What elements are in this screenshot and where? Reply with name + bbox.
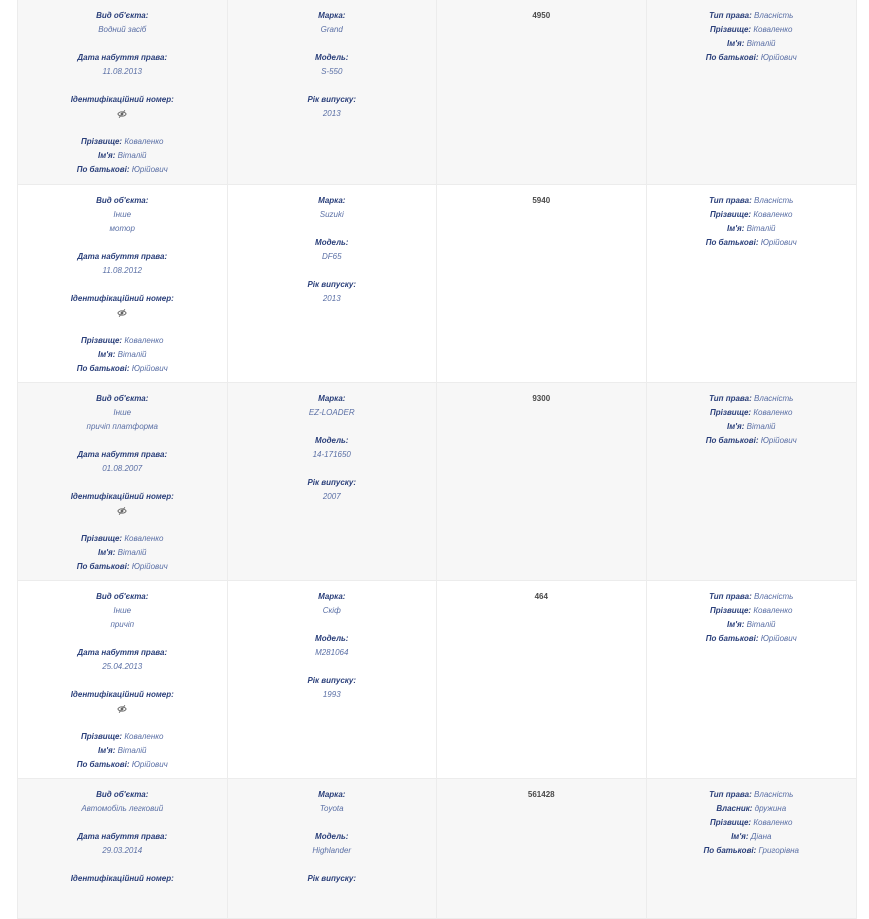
amount-cell: [437, 383, 647, 580]
owner-name-value: Віталій: [746, 224, 776, 233]
id-number-label: Ідентифікаційний номер:: [70, 690, 174, 699]
brand-value: Toyota: [319, 804, 344, 813]
object-cell: [18, 185, 228, 382]
brand-label: Марка:: [318, 11, 346, 20]
acquired-date-value: 11.08.2013: [102, 67, 142, 76]
acquired-date-label: Дата набуття права:: [77, 648, 168, 657]
year-label: Рік випуску:: [307, 478, 357, 487]
hidden-eye-icon[interactable]: [18, 107, 227, 121]
object-type-value: Інше: [113, 606, 132, 615]
object-type-label: Вид об'єкта:: [96, 592, 149, 601]
owner-surname-label: Прізвище:: [710, 818, 752, 827]
object-type-values: [18, 406, 227, 434]
owner-name-label: Ім'я:: [727, 422, 745, 431]
object-type-label: Вид об'єкта:: [96, 196, 149, 205]
acquired-date-value: 25.04.2013: [102, 662, 143, 671]
right-type-label: Тип права:: [709, 11, 752, 20]
rights-cell: [647, 185, 857, 382]
owner-surname-label: Прізвище:: [710, 25, 752, 34]
vehicle-cell: [228, 581, 438, 778]
year-label: Рік випуску:: [307, 874, 357, 883]
owner-patronymic-label: По батькові:: [705, 436, 759, 445]
owner-patronymic-label: По батькові:: [705, 634, 759, 643]
owner-patronymic-label: По батькові:: [705, 53, 759, 62]
hidden-eye-icon[interactable]: [18, 306, 227, 320]
table-row: [18, 0, 856, 185]
name-value: Віталій: [117, 746, 147, 755]
surname-value: Коваленко: [124, 534, 164, 543]
owner-name-label: Ім'я:: [731, 832, 749, 841]
amount-cell: [437, 581, 647, 778]
right-type-label: Тип права:: [709, 394, 752, 403]
model-label: Модель:: [315, 53, 349, 62]
brand-value: Скіф: [322, 606, 341, 615]
name-value: Віталій: [117, 350, 147, 359]
assets-table: [17, 0, 857, 919]
owner-patronymic-value: Григорівна: [758, 846, 799, 855]
model-value: Highlander: [312, 846, 352, 855]
amount-value: 5940: [532, 196, 551, 205]
brand-value: EZ-LOADER: [308, 408, 355, 417]
owner-name-label: Ім'я:: [727, 224, 745, 233]
owner-name-value: Віталій: [746, 422, 776, 431]
year-value: 1993: [322, 690, 341, 699]
id-number-label: Ідентифікаційний номер:: [70, 294, 174, 303]
owner-name-value: Діана: [750, 832, 772, 841]
hidden-eye-icon[interactable]: [18, 504, 227, 518]
id-number-label: Ідентифікаційний номер:: [70, 874, 174, 883]
rights-cell: [647, 383, 857, 580]
object-type-label: Вид об'єкта:: [96, 11, 149, 20]
surname-value: Коваленко: [124, 732, 164, 741]
owner-patronymic-label: По батькові:: [705, 238, 759, 247]
owner-surname-value: Коваленко: [753, 210, 793, 219]
owner-surname-label: Прізвище:: [710, 210, 752, 219]
patronymic-label: По батькові:: [76, 562, 130, 571]
acquired-date-label: Дата набуття права:: [77, 252, 168, 261]
year-value: 2007: [322, 492, 341, 501]
vehicle-cell: [228, 0, 438, 184]
model-value: DF65: [321, 252, 342, 261]
patronymic-label: По батькові:: [76, 165, 130, 174]
owner-label: Власник:: [716, 804, 753, 813]
object-cell: [18, 383, 228, 580]
object-type-value: Автомобіль легковий: [81, 804, 164, 813]
patronymic-label: По батькові:: [76, 760, 130, 769]
brand-value: Grand: [320, 25, 343, 34]
right-type-value: Власність: [754, 394, 794, 403]
amount-value: 4950: [532, 11, 551, 20]
owner-patronymic-value: Юрійович: [760, 436, 797, 445]
rights-cell: [647, 0, 857, 184]
object-type-label: Вид об'єкта:: [96, 790, 149, 799]
owner-surname-value: Коваленко: [753, 408, 793, 417]
patronymic-value: Юрійович: [131, 165, 168, 174]
owner-surname-value: Коваленко: [753, 818, 793, 827]
id-number-label: Ідентифікаційний номер:: [70, 492, 174, 501]
table-row: [18, 581, 856, 779]
surname-label: Прізвище:: [81, 137, 123, 146]
owner-value: дружина: [754, 804, 787, 813]
owner-patronymic-label: По батькові:: [703, 846, 757, 855]
right-type-value: Власність: [754, 592, 794, 601]
vehicle-cell: [228, 779, 438, 918]
brand-value: Suzuki: [319, 210, 344, 219]
amount-value: 464: [534, 592, 548, 601]
name-value: Віталій: [117, 548, 147, 557]
object-type-value: мотор: [109, 224, 135, 233]
object-type-values: [18, 23, 227, 37]
patronymic-value: Юрійович: [131, 364, 168, 373]
acquired-date-label: Дата набуття права:: [77, 53, 168, 62]
object-type-values: [18, 604, 227, 632]
brand-label: Марка:: [318, 394, 346, 403]
owner-surname-value: Коваленко: [753, 606, 793, 615]
surname-value: Коваленко: [124, 137, 164, 146]
owner-patronymic-value: Юрійович: [760, 238, 797, 247]
right-type-value: Власність: [754, 196, 794, 205]
name-value: Віталій: [117, 151, 147, 160]
object-type-value: Інше: [113, 408, 132, 417]
brand-label: Марка:: [318, 592, 346, 601]
owner-name-label: Ім'я:: [727, 39, 745, 48]
owner-surname-value: Коваленко: [753, 25, 793, 34]
amount-value: 9300: [532, 394, 551, 403]
acquired-date-value: 01.08.2007: [102, 464, 143, 473]
rights-cell: [647, 581, 857, 778]
model-label: Модель:: [315, 634, 349, 643]
name-label: Ім'я:: [98, 350, 116, 359]
right-type-label: Тип права:: [709, 592, 752, 601]
amount-cell: [437, 185, 647, 382]
owner-name-label: Ім'я:: [727, 620, 745, 629]
name-label: Ім'я:: [98, 746, 116, 755]
owner-patronymic-value: Юрійович: [760, 634, 797, 643]
rights-cell: [647, 779, 857, 918]
right-type-label: Тип права:: [709, 196, 752, 205]
model-value: 14-171650: [312, 450, 351, 459]
year-value: 2013: [322, 109, 341, 118]
surname-label: Прізвище:: [81, 336, 123, 345]
surname-label: Прізвище:: [81, 732, 123, 741]
table-row: [18, 779, 856, 919]
year-value: 2013: [322, 294, 341, 303]
owner-surname-label: Прізвище:: [710, 408, 752, 417]
amount-cell: [437, 0, 647, 184]
patronymic-value: Юрійович: [131, 760, 168, 769]
right-type-value: Власність: [754, 11, 794, 20]
object-type-value: причіп: [110, 620, 135, 629]
patronymic-value: Юрійович: [131, 562, 168, 571]
owner-surname-label: Прізвище:: [710, 606, 752, 615]
object-type-value: Водний засіб: [98, 25, 147, 34]
right-type-label: Тип права:: [709, 790, 752, 799]
object-type-values: [18, 208, 227, 236]
object-type-value: причіп платформа: [86, 422, 158, 431]
object-type-label: Вид об'єкта:: [96, 394, 149, 403]
model-label: Модель:: [315, 436, 349, 445]
brand-label: Марка:: [318, 790, 346, 799]
vehicle-cell: [228, 383, 438, 580]
id-number-label: Ідентифікаційний номер:: [70, 95, 174, 104]
object-type-values: [18, 802, 227, 816]
model-value: M281064: [315, 648, 349, 657]
model-label: Модель:: [315, 238, 349, 247]
table-row: [18, 383, 856, 581]
acquired-date-label: Дата набуття права:: [77, 832, 168, 841]
vehicle-cell: [228, 185, 438, 382]
owner-patronymic-value: Юрійович: [760, 53, 797, 62]
hidden-eye-icon[interactable]: [18, 702, 227, 716]
brand-label: Марка:: [318, 196, 346, 205]
year-label: Рік випуску:: [307, 95, 357, 104]
acquired-date-label: Дата набуття права:: [77, 450, 168, 459]
amount-value: 561428: [527, 790, 555, 799]
owner-name-value: Віталій: [746, 39, 776, 48]
year-label: Рік випуску:: [307, 676, 357, 685]
object-cell: [18, 581, 228, 778]
model-value: S-550: [321, 67, 343, 76]
surname-label: Прізвище:: [81, 534, 123, 543]
table-row: [18, 185, 856, 383]
acquired-date-value: 11.08.2012: [102, 266, 142, 275]
patronymic-label: По батькові:: [76, 364, 130, 373]
amount-cell: [437, 779, 647, 918]
year-label: Рік випуску:: [307, 280, 357, 289]
surname-value: Коваленко: [124, 336, 164, 345]
object-cell: [18, 779, 228, 918]
object-cell: [18, 0, 228, 184]
model-label: Модель:: [315, 832, 349, 841]
right-type-value: Власність: [754, 790, 794, 799]
name-label: Ім'я:: [98, 548, 116, 557]
name-label: Ім'я:: [98, 151, 116, 160]
object-type-value: Інше: [113, 210, 132, 219]
acquired-date-value: 29.03.2014: [102, 846, 143, 855]
owner-name-value: Віталій: [746, 620, 776, 629]
